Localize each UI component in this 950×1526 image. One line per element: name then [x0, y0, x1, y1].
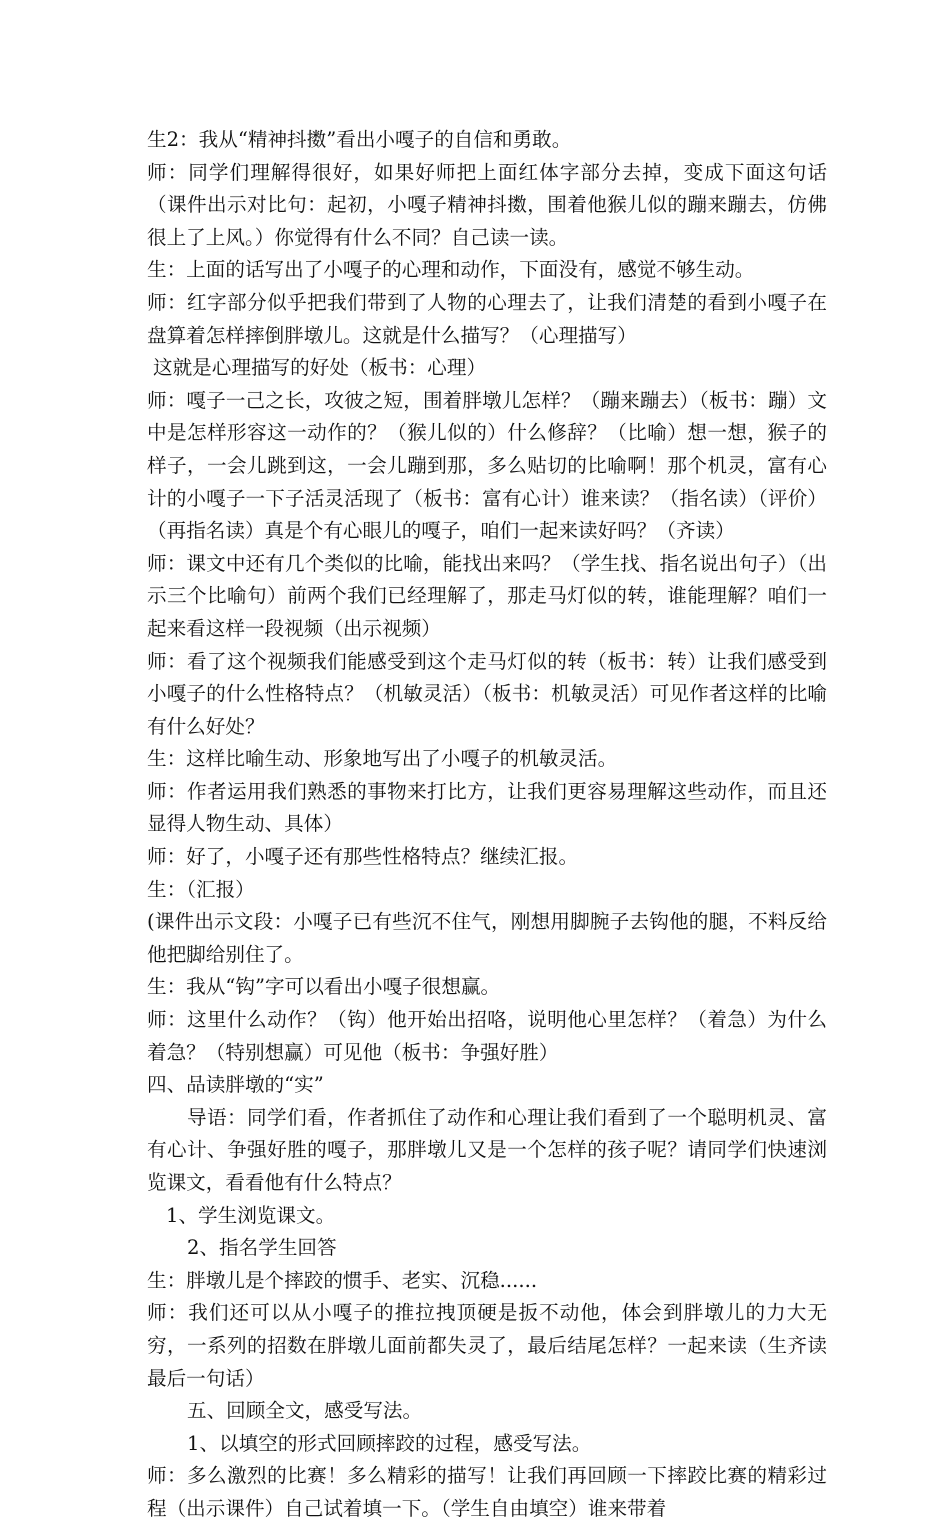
paragraph-15: 师：这里什么动作？（钩）他开始出招咯，说明他心里怎样？（着急）为什么着急？（特别想赢）可见他（板书：争强好胜）	[147, 1008, 827, 1064]
list-item-1: 1、学生浏览课文。	[166, 1203, 336, 1227]
paragraph-21: 师：我们还可以从小嘎子的推拉拽顶硬是扳不动他，体会到胖墩儿的力大无穷，一系列的招数在胖墩儿面前都失灵了，最后结尾怎样？一起来读（生齐读最后一句话）	[147, 1301, 827, 1390]
paragraph-20: 生：胖墩儿是个摔跤的惯手、老实、沉稳......	[147, 1268, 538, 1292]
list-item-3: 1、以填空的形式回顾摔跤的过程，感受写法。	[187, 1431, 592, 1455]
paragraph-9: 生：这样比喻生动、形象地写出了小嘎子的机敏灵活。	[147, 747, 618, 771]
paragraph-5: 这就是心理描写的好处（板书：心理）	[153, 356, 487, 380]
paragraph-1: 生2：我从“精神抖擞”看出小嘎子的自信和勇敢。	[147, 128, 572, 151]
paragraph-3: 生：上面的话写出了小嘎子的心理和动作，下面没有，感觉不够生动。	[147, 258, 755, 282]
paragraph-2: 师：同学们理解得很好，如果好师把上面红体字部分去掉，变成下面这句话（课件出示对比句：起初，小嘎子精神抖擞，围着他猴儿似的蹦来蹦去，仿佛很上了上风。）你觉得有什么不同？自己读一读。	[147, 160, 827, 249]
document-body	[147, 124, 827, 1526]
paragraph-17: 导语：同学们看，作者抓住了动作和心理让我们看到了一个聪明机灵、富有心计、争强好胜的嘎子，那胖墩儿又是一个怎样的孩子呢？请同学们快速浏览课文，看看他有什么特点？	[147, 1105, 827, 1194]
list-item-2: 2、指名学生回答	[187, 1236, 337, 1260]
paragraph-8: 师：看了这个视频我们能感受到这个走马灯似的转（板书：转）让我们感受到小嘎子的什么性格特点？（机敏灵活）（板书：机敏灵活）可见作者这样的比喻有什么好处？	[147, 649, 827, 738]
paragraph-14: 生：我从“钩”字可以看出小嘎子很想赢。	[147, 975, 501, 999]
paragraph-6: 师：嘎子一己之长，攻彼之短，围着胖墩儿怎样？（蹦来蹦去）（板书：蹦）文中是怎样形容这一动作的？（猴儿似的）什么修辞？（比喻）想一想，猴子的样子，一会儿跳到这，一会儿蹦到那，多么贴切的比喻啊！那个机灵，富有心计的小嘎子一下子活灵活现了（板书：富有心计）谁来读？（指名读）（评价）（再指名读）真是个有心眼儿的嘎子，咱们一起来读好吗？（齐读）	[147, 388, 827, 543]
section-heading-5: 五、回顾全文，感受写法。	[187, 1399, 423, 1423]
paragraph-11: 师：好了，小嘎子还有那些性格特点？继续汇报。	[147, 845, 579, 869]
paragraph-10: 师：作者运用我们熟悉的事物来打比方，让我们更容易理解这些动作，而且还显得人物生动、具体）	[147, 779, 827, 836]
section-heading-4: 四、品读胖墩的“实”	[147, 1073, 324, 1097]
paragraph-7: 师：课文中还有几个类似的比喻，能找出来吗？（学生找、指名说出句子）（出示三个比喻句）前两个我们已经理解了，那走马灯似的转，谁能理解？咱们一起来看这样一段视频（出示视频）	[147, 551, 827, 640]
paragraph-12: 生：（汇报）	[147, 877, 255, 901]
paragraph-13: (课件出示文段：小嘎子已有些沉不住气，刚想用脚腕子去钩他的腿，不料反给他把脚给别住了。	[147, 910, 827, 966]
paragraph-24: 师：多么激烈的比赛！多么精彩的描写！让我们再回顾一下摔跤比赛的精彩过程（出示课件）自己试着填一下。（学生自由填空）谁来带着	[147, 1464, 827, 1520]
paragraph-4: 师：红字部分似乎把我们带到了人物的心理去了，让我们清楚的看到小嘎子在盘算着怎样摔倒胖墩儿。这就是什么描写？（心理描写）	[147, 290, 827, 347]
